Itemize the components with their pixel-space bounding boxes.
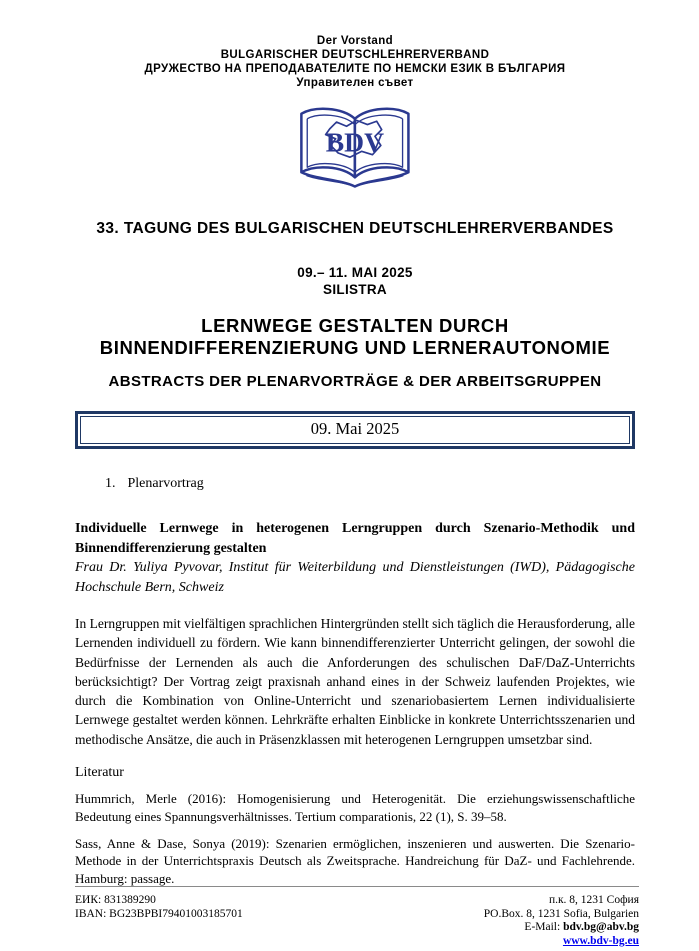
section-label: Plenarvortrag: [127, 476, 204, 491]
open-book-icon: [288, 102, 422, 194]
footer-address-en: PO.Box. 8, 1231 Sofia, Bulgarien: [483, 907, 639, 920]
section-heading: [105, 476, 635, 492]
conference-title: 33. TAGUNG DES BULGARISCHEN DEUTSCHLEHRERVERBANDES: [96, 220, 614, 237]
talk-abstract: In Lerngruppen mit vielfältigen sprachlichen Hintergründen stellt sich täglich die Herausforderung, alle Lernenden individuell zu fördern. Wie kann binnendifferenzierter Unterricht gelingen, der sowohl die Bedürfnisse der Lernenden als auch die Anforderungen des schulischen DaF/DaZ-Unterrichts berücksichtigt? Der Vortrag zeigt praxisnah anhand eines in der Schweiz laufenden Projektes, wie durch die Kombination von Online-Unterricht und szenariobasiertem Lernen individualisierte Lernwege gestaltet werden können. Lehrkräfte erhalten Einblicke in konkrete Unterrichtsszenarien und methodische Ansätze, die auch in Präsenzklassen mit heterogenen Lerngruppen umsetzbar sind.: [75, 616, 635, 747]
footer-email-line: [484, 921, 639, 935]
page-footer: [75, 886, 639, 948]
footer-email: bdv.bg@abv.bg: [563, 921, 639, 933]
footer-email-label: E-Mail:: [524, 921, 564, 933]
day-box-date: 09. Mai 2025: [80, 416, 630, 444]
literature-heading: Literatur: [75, 765, 124, 781]
abstracts-subtitle: ABSTRACTS DER PLENARVORTRÄGE & DER ARBEITSGRUPPEN: [108, 373, 602, 390]
literature-entry: Hummrich, Merle (2016): Homogenisierung und Heterogenität. Die erziehungswissenschaftliche Bedeutung eines Spannungsverhältnisses. Tertium comparationis, 22 (1), S. 39–58.: [75, 791, 635, 824]
bdv-logo: [75, 102, 635, 194]
conference-motto: [75, 315, 635, 358]
footer-eik: ЕИК: 831389290: [75, 894, 156, 906]
org-header-name-de: BULGARISCHER DEUTSCHLEHRERVERBAND: [220, 49, 490, 61]
section-number: 1.: [105, 476, 116, 491]
footer-left: [75, 894, 243, 921]
footer-right: [484, 894, 639, 948]
footer-website-line: [484, 935, 639, 949]
motto-line-1: LERNWEGE GESTALTEN DURCH: [201, 315, 509, 336]
org-header-name-bg: ДРУЖЕСТВО НА ПРЕПОДАВАТЕЛИТЕ ПО НЕМСКИ ЕЗИК В БЪЛГАРИЯ: [144, 63, 566, 75]
motto-line-2: BINNENDIFFERENZIERUNG UND LERNERAUTONOMIE: [99, 336, 611, 358]
day-box: [75, 411, 635, 449]
footer-website-link[interactable]: www.bdv-bg.eu: [562, 934, 639, 947]
literature-entry: Sass, Anne & Dase, Sonya (2019): Szenarien ermöglichen, inszenieren und auswerten. Die Szenario-Methode in der Unterrichtspraxis Deutsch als Zweitsprache. Handreichung für DaZ- und Fachlehrende. Hamburg: passage.: [75, 835, 635, 887]
org-header-board: Der Vorstand: [316, 35, 394, 47]
org-header: [75, 34, 635, 90]
org-header-committee: Управителен съвет: [296, 77, 414, 89]
talk-speaker: Frau Dr. Yuliya Pyvovar, Institut für Weiterbildung und Dienstleistungen (IWD), Pädagogische Hochschule Bern, Schweiz: [75, 560, 635, 595]
footer-iban: IBAN: BG23BPBI79401003185701: [75, 907, 243, 920]
logo-text: BDV: [325, 126, 385, 158]
conference-city: SILISTRA: [323, 282, 387, 297]
footer-address-bg: п.к. 8, 1231 София: [548, 894, 639, 906]
conference-dates-block: [75, 264, 635, 298]
conference-dates: 09.– 11. MAI 2025: [297, 265, 413, 280]
talk-title: Individuelle Lernwege in heterogenen Lerngruppen durch Szenario-Methodik und Binnendifferenzierung gestalten: [75, 521, 635, 556]
